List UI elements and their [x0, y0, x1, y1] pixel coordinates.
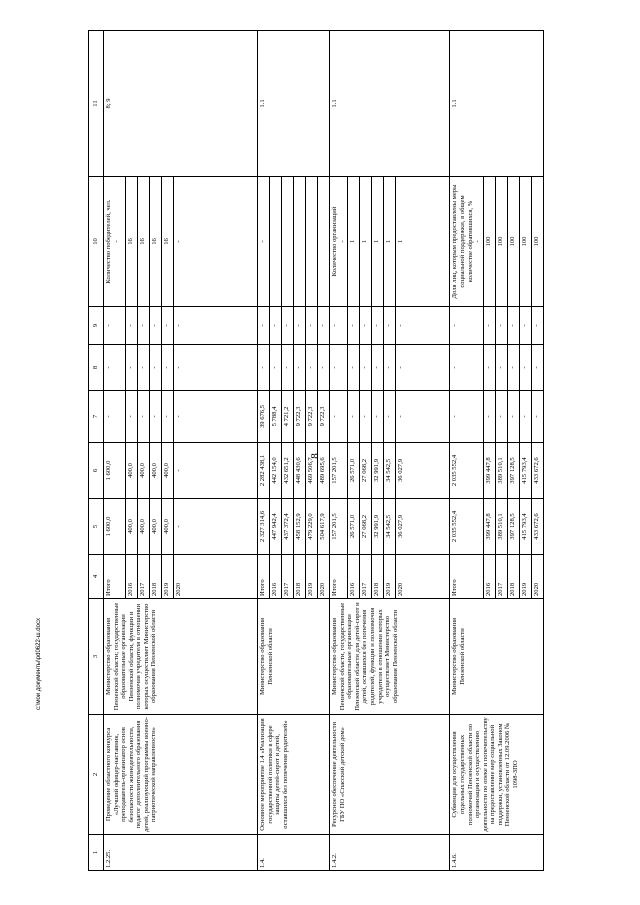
indicator-name: -: [259, 240, 267, 243]
indicator-value: 1: [396, 177, 450, 307]
period-cell: Итого: [450, 555, 483, 599]
activity-code: 1.2.25.: [104, 835, 258, 871]
activity-executor: Министерство образования Пензенской области: [450, 599, 544, 715]
amount-regional: 32 991,9: [372, 443, 384, 499]
amount-local: -: [174, 345, 258, 391]
amount-federal: 9 722,3: [318, 391, 330, 443]
table-body: [104, 31, 544, 871]
amount-regional: 415 793,4: [519, 443, 531, 499]
amount-other: -: [150, 307, 162, 345]
amount-regional: 397 128,5: [507, 443, 519, 499]
table-row: [104, 31, 126, 871]
table-row: [258, 31, 270, 871]
activity-code: 1.4.2.: [330, 835, 450, 871]
amount-total: 504 617,9: [318, 499, 330, 555]
amount-federal: -: [519, 391, 531, 443]
amount-federal: -: [372, 391, 384, 443]
amount-total: 400,0: [150, 499, 162, 555]
amount-federal: -: [348, 391, 360, 443]
amount-local: -: [360, 345, 372, 391]
column-header: 11: [89, 31, 104, 177]
period-cell: 2016: [483, 555, 495, 599]
amount-other: -: [330, 307, 348, 345]
amount-other: -: [495, 307, 507, 345]
target-indicator-ref: 1.1: [330, 31, 450, 177]
indicator-value: 100: [495, 177, 507, 307]
amount-other: -: [270, 307, 282, 345]
indicator-cell: [450, 177, 483, 307]
indicator-value: [270, 177, 282, 307]
activity-executor: Министерство образования Пензенской области: [258, 599, 330, 715]
indicator-name: Количество организаций: [331, 206, 339, 277]
activity-code: 1.4.: [258, 835, 330, 871]
amount-other: -: [348, 307, 360, 345]
amount-regional: 432 651,2: [282, 443, 294, 499]
program-table-frame: [88, 31, 544, 871]
amount-local: -: [495, 345, 507, 391]
period-cell: 2020: [531, 555, 543, 599]
amount-local: -: [294, 345, 306, 391]
amount-regional: 400,0: [126, 443, 138, 499]
column-header: 1: [89, 835, 104, 871]
table-row: [330, 31, 348, 871]
amount-total: 1 600,0: [104, 499, 126, 555]
period-cell: 2020: [396, 555, 450, 599]
amount-regional: 34 542,5: [384, 443, 396, 499]
amount-federal: -: [138, 391, 150, 443]
period-cell: 2019: [519, 555, 531, 599]
amount-federal: -: [483, 391, 495, 443]
amount-federal: 9 722,3: [294, 391, 306, 443]
amount-total: 26 571,0: [348, 499, 360, 555]
target-indicator-ref: 1.1: [450, 31, 544, 177]
amount-local: -: [318, 345, 330, 391]
period-cell: 2020: [174, 555, 258, 599]
amount-total: 447 942,4: [270, 499, 282, 555]
amount-other: -: [306, 307, 318, 345]
period-cell: 2017: [360, 555, 372, 599]
period-cell: 2017: [138, 555, 150, 599]
amount-other: -: [174, 307, 258, 345]
indicator-value: 1: [360, 177, 372, 307]
period-cell: 2019: [162, 555, 174, 599]
amount-regional: 26 571,0: [348, 443, 360, 499]
activity-code: 1.4.6.: [450, 835, 544, 871]
amount-local: -: [162, 345, 174, 391]
amount-federal: -: [396, 391, 450, 443]
amount-regional: 2 035 552,4: [450, 443, 483, 499]
indicator-cell: [104, 177, 126, 307]
amount-federal: -: [104, 391, 126, 443]
activity-executor: Министерство образования Пензенской области, государственные образовательные организации Пензенской области для детей-сирот и детей, оставшихся без попечения родителей, функции и полномочия учредителя в отношении которых осуществляет Министерство образования Пензенской области: [330, 599, 450, 715]
amount-regional: 489 695,6: [318, 443, 330, 499]
amount-regional: 400,0: [150, 443, 162, 499]
amount-total: 479 229,0: [306, 499, 318, 555]
amount-total: 2 035 552,4: [450, 499, 483, 555]
period-cell: Итого: [330, 555, 348, 599]
amount-total: 400,0: [162, 499, 174, 555]
target-indicator-ref: 1.1: [258, 31, 330, 177]
indicator-total-value: -: [112, 240, 120, 243]
amount-regional: 1 600,0: [104, 443, 126, 499]
amount-federal: 9 722,3: [306, 391, 318, 443]
indicator-name: Доля лиц, которым предоставлены меры социальной поддержки, в общем количестве обратившихся, %: [451, 184, 474, 299]
amount-other: -: [294, 307, 306, 345]
amount-federal: 4 721,2: [282, 391, 294, 443]
amount-local: -: [282, 345, 294, 391]
amount-regional: -: [174, 443, 258, 499]
amount-other: -: [282, 307, 294, 345]
period-cell: 2018: [150, 555, 162, 599]
indicator-value: [306, 177, 318, 307]
amount-local: -: [507, 345, 519, 391]
amount-other: -: [258, 307, 270, 345]
indicator-value: 100: [519, 177, 531, 307]
period-cell: 2016: [126, 555, 138, 599]
amount-total: 400,0: [138, 499, 150, 555]
indicator-value: 1: [384, 177, 396, 307]
amount-federal: -: [162, 391, 174, 443]
amount-local: -: [138, 345, 150, 391]
amount-other: -: [483, 307, 495, 345]
amount-local: -: [396, 345, 450, 391]
amount-local: -: [372, 345, 384, 391]
column-header: 2: [89, 715, 104, 835]
amount-regional: 399 447,8: [483, 443, 495, 499]
period-cell: 2019: [306, 555, 318, 599]
amount-other: -: [519, 307, 531, 345]
activity-name: Субвенция для осуществления отдельных государственных полномочий Пензенской области по организации и осуществлению деятельности по опеке и попечительству на предоставление мер социальной поддержки, установленных Законом Пензенской области от 12.09.2006 № 1098-ЗПО: [450, 715, 544, 835]
indicator-cell: [258, 177, 270, 307]
amount-federal: -: [330, 391, 348, 443]
period-cell: Итого: [258, 555, 270, 599]
amount-local: -: [258, 345, 270, 391]
column-header: 7: [89, 391, 104, 443]
amount-local: -: [450, 345, 483, 391]
target-indicator-ref: 8; 9: [104, 31, 258, 177]
amount-total: 36 027,9: [396, 499, 450, 555]
indicator-value: 100: [507, 177, 519, 307]
activity-name: Ресурсное обеспечение деятельности ГБУ ПО «Спасский детский дом»: [330, 715, 450, 835]
amount-total: 400,0: [126, 499, 138, 555]
amount-total: 32 991,9: [372, 499, 384, 555]
indicator-cell: [330, 177, 348, 307]
amount-local: -: [531, 345, 543, 391]
page-number: 8: [308, 453, 321, 459]
amount-total: 389 510,1: [495, 499, 507, 555]
amount-other: -: [138, 307, 150, 345]
amount-other: -: [126, 307, 138, 345]
column-header: 8: [89, 345, 104, 391]
amount-total: 399 447,8: [483, 499, 495, 555]
amount-total: 437 372,4: [282, 499, 294, 555]
amount-local: -: [483, 345, 495, 391]
amount-regional: 400,0: [162, 443, 174, 499]
amount-other: -: [531, 307, 543, 345]
amount-total: 458 152,9: [294, 499, 306, 555]
amount-total: 397 128,5: [507, 499, 519, 555]
amount-total: 157 201,5: [330, 499, 348, 555]
amount-regional: 2 282 438,1: [258, 443, 270, 499]
amount-total: 433 672,6: [531, 499, 543, 555]
period-cell: 2020: [318, 555, 330, 599]
period-cell: 2017: [495, 555, 507, 599]
column-header: 10: [89, 177, 104, 307]
indicator-name: Количество победителей, чел.: [105, 199, 112, 284]
amount-total: 34 542,5: [384, 499, 396, 555]
column-header: 5: [89, 499, 104, 555]
column-header: 6: [89, 443, 104, 499]
amount-regional: 433 672,6: [531, 443, 543, 499]
amount-local: -: [519, 345, 531, 391]
indicator-value: [282, 177, 294, 307]
activity-name: Основное мероприятие 1.4 «Реализация государственной политики в сфере защиты детей-сирот и детей, оставшихся без попечения родителей»: [258, 715, 330, 835]
amount-local: -: [348, 345, 360, 391]
amount-federal: -: [360, 391, 372, 443]
indicator-value: 16: [126, 177, 138, 307]
amount-regional: 27 068,2: [360, 443, 372, 499]
indicator-value: 16: [150, 177, 162, 307]
column-header: 3: [89, 599, 104, 715]
amount-regional: 442 154,0: [270, 443, 282, 499]
amount-other: -: [372, 307, 384, 345]
period-cell: 2017: [282, 555, 294, 599]
amount-regional: 448 430,6: [294, 443, 306, 499]
amount-local: -: [150, 345, 162, 391]
indicator-value: [318, 177, 330, 307]
amount-total: -: [174, 499, 258, 555]
amount-other: -: [396, 307, 450, 345]
amount-regional: 157 201,5: [330, 443, 348, 499]
indicator-value: 100: [531, 177, 543, 307]
amount-total: 27 068,2: [360, 499, 372, 555]
indicator-value: 16: [138, 177, 150, 307]
amount-federal: 5 788,4: [270, 391, 282, 443]
amount-regional: 36 027,9: [396, 443, 450, 499]
amount-other: -: [360, 307, 372, 345]
amount-federal: -: [174, 391, 258, 443]
activity-name: Проведение областного конкурса «Лучший офицер-наставник, преподаватель-организатор основ безопасности жизнедеятельности, педагог дополнительного образования детей, реализующий программы военно-патриотической направленности»: [104, 715, 258, 835]
amount-regional: 400,0: [138, 443, 150, 499]
amount-federal: 39 676,5: [258, 391, 270, 443]
indicator-value: -: [174, 177, 258, 307]
amount-local: -: [384, 345, 396, 391]
amount-federal: -: [126, 391, 138, 443]
amount-other: -: [507, 307, 519, 345]
period-cell: 2016: [348, 555, 360, 599]
activity-executor: Министерство образования Пензенской области; государственные образовательные организации Пензенской области, функции и полномочия учредителя в отношении которых осуществляет Министерство образования Пензенской области: [104, 599, 258, 715]
amount-local: -: [306, 345, 318, 391]
amount-other: -: [162, 307, 174, 345]
period-cell: 2018: [507, 555, 519, 599]
amount-total: 415 793,4: [519, 499, 531, 555]
amount-local: -: [126, 345, 138, 391]
footer-file-path: c:\мои документы\pd0622-ш.docx: [36, 618, 42, 710]
period-cell: 2019: [384, 555, 396, 599]
amount-federal: -: [384, 391, 396, 443]
amount-local: -: [270, 345, 282, 391]
amount-federal: -: [150, 391, 162, 443]
program-activities-table: [88, 30, 544, 871]
column-header: 9: [89, 307, 104, 345]
amount-other: -: [318, 307, 330, 345]
indicator-total-value: -: [474, 240, 482, 243]
amount-local: -: [104, 345, 126, 391]
period-cell: 2018: [372, 555, 384, 599]
amount-regional: 469 506,7: [306, 443, 318, 499]
amount-local: -: [330, 345, 348, 391]
amount-regional: 389 510,1: [495, 443, 507, 499]
period-cell: Итого: [104, 555, 126, 599]
indicator-total-value: -: [338, 240, 346, 243]
amount-federal: -: [450, 391, 483, 443]
table-row: [450, 31, 483, 871]
amount-other: -: [384, 307, 396, 345]
indicator-value: 100: [483, 177, 495, 307]
indicator-value: 1: [348, 177, 360, 307]
amount-federal: -: [531, 391, 543, 443]
indicator-value: 1: [372, 177, 384, 307]
amount-other: -: [450, 307, 483, 345]
column-number-row: [89, 31, 104, 871]
indicator-value: 16: [162, 177, 174, 307]
amount-other: -: [104, 307, 126, 345]
amount-total: 2 327 314,6: [258, 499, 270, 555]
indicator-value: [294, 177, 306, 307]
period-cell: 2016: [270, 555, 282, 599]
amount-federal: -: [495, 391, 507, 443]
period-cell: 2018: [294, 555, 306, 599]
column-header: 4: [89, 555, 104, 599]
amount-federal: -: [507, 391, 519, 443]
